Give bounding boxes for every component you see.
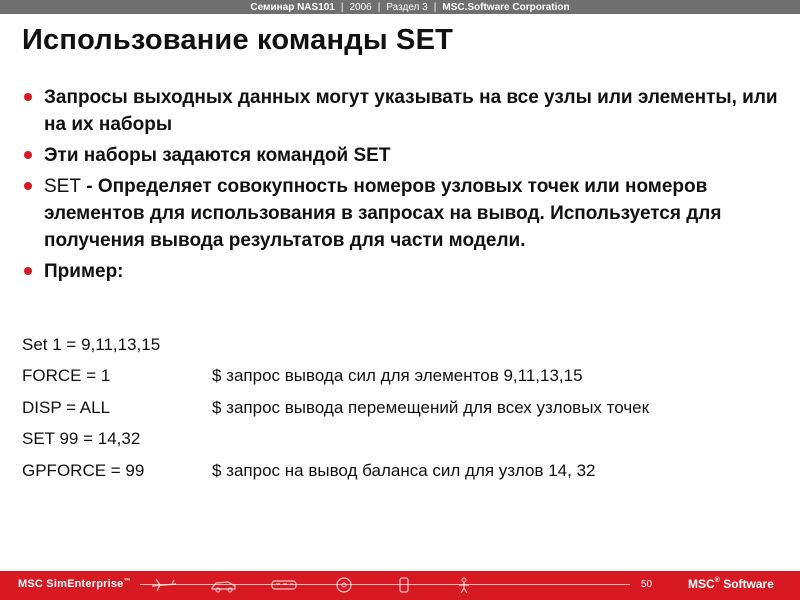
bullet-lead: SET (44, 176, 81, 197)
bullet-item (22, 173, 782, 254)
bullet-dot-icon (24, 267, 32, 275)
bullet-item (22, 142, 782, 169)
code-row (22, 361, 782, 393)
code-command: Set 1 = 9,11,13,15 (22, 334, 161, 354)
software-logo-text: Software (723, 577, 774, 591)
code-comment: $ запрос вывода сил для элементов 9,11,13,15 (212, 366, 583, 386)
bullet-dot-icon (24, 182, 32, 190)
bullet-dot-icon (24, 93, 32, 101)
phone-icon (390, 576, 418, 594)
trademark-mark: ™ (123, 578, 131, 585)
bullet-text: Запросы выходных данных могут указывать на все узлы или элементы, или на их наборы (44, 87, 778, 135)
example-code-block (22, 329, 782, 487)
disc-icon (330, 576, 358, 594)
code-command: FORCE = 1 (22, 366, 111, 386)
simenterprise-text: MSC SimEnterprise (18, 578, 124, 590)
trademark-mark: ® (714, 577, 720, 584)
bullet-text: - Определяет совокупность номеров узловых точек или номеров элементов для использования в запросах на вывод. Используется для получения вывода результатов для части модели. (44, 176, 722, 251)
bullet-text: Эти наборы задаются командой SET (44, 145, 391, 166)
code-comment: $ запрос на вывод баланса сил для узлов 14, 32 (212, 460, 596, 480)
bullet-text: Пример: (44, 261, 124, 282)
bullet-item (22, 258, 782, 285)
code-comment: $ запрос вывода перемещений для всех узловых точек (212, 397, 650, 417)
header-bar (0, 0, 800, 14)
footer-bar (0, 571, 800, 600)
page-number: 50 (641, 579, 653, 590)
bullet-dot-icon (24, 151, 32, 159)
msc-software-logo (688, 577, 774, 591)
header-seminar: Семинар NAS101 (250, 1, 335, 13)
industry-icons (150, 574, 478, 596)
header-section: Раздел 3 (386, 1, 428, 13)
header-separator: | (433, 1, 437, 13)
code-command: GPFORCE = 99 (22, 460, 145, 480)
bullet-list (22, 84, 782, 289)
code-row (22, 329, 782, 361)
header-separator: | (377, 1, 381, 13)
bullet-item (22, 84, 782, 138)
slide-title: Использование команды SET (22, 24, 454, 56)
airplane-icon (150, 576, 178, 594)
code-row (22, 392, 782, 424)
header-company: MSC.Software Corporation (442, 1, 570, 13)
simenterprise-logo (18, 578, 131, 590)
car-icon (210, 576, 238, 594)
code-row (22, 424, 782, 456)
msc-logo-text: MSC (688, 577, 715, 591)
train-icon (270, 576, 298, 594)
person-icon (450, 576, 478, 594)
code-row (22, 455, 782, 487)
header-separator: | (340, 1, 344, 13)
header-year: 2006 (349, 1, 372, 13)
code-command: SET 99 = 14,32 (22, 429, 141, 449)
code-command: DISP = ALL (22, 397, 111, 417)
